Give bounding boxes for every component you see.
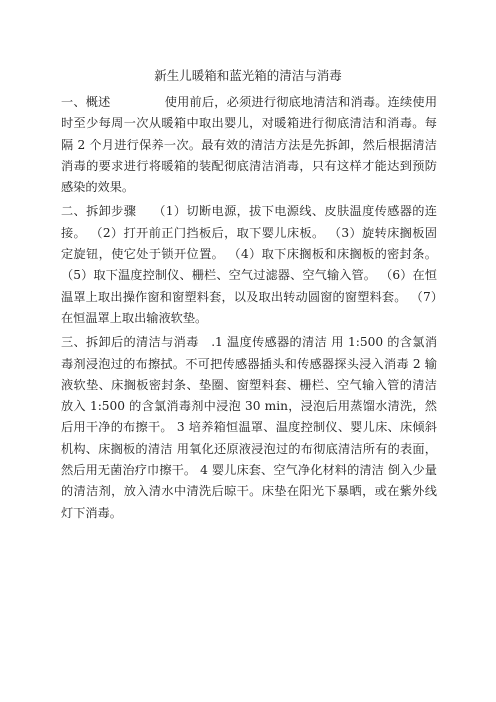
section-text: （1）切断电源，拔下电源线、皮肤温度传感器的连接。 （2）打开前正门挡板后，取下婴儿床板。 （3）旋转床搁板固定旋钮，使它处于锁开位置。 （4）取下床搁板和床搁板的密封条。 （5）取下温度控制仪、栅栏、空气过滤器、空气输入管。 （6）在恒温罩上取出操作窗和窗塑料套，以及取出转动圆窗的窗塑料套。 （7）在恒温罩上取出输液软垫。	[61, 204, 437, 325]
section-text: .1 温度传感器的清洁 用 1:500 的含氯消毒剂浸泡过的布擦拭。不可把传感器插头和传感器探头浸入消毒 2 输液软垫、床搁板密封条、垫圈、窗塑料套、栅栏、空气输入管的清洁 放入 1:500 的含氯消毒剂中浸泡 30 min，浸泡后用蒸馏水清洗，然后用干净的布擦干。 3 培养箱恒温罩、温度控制仪、婴儿床、床倾斜机构、床搁板的清洁 用氧化还原液浸泡过的布彻底清洁所有的表面，然后用无菌治疗巾擦干。 4 婴儿床套、空气净化材料的清洁 倒入少量的清洁剂，放入清水中清洗后晾干。床垫在阳光下暴晒，或在紫外线灯下消毒。	[61, 335, 438, 520]
section-heading: 二、拆卸步骤	[61, 204, 137, 219]
section-disassembly	[61, 201, 437, 329]
section-text: 使用前后，必须进行彻底地清洁和消毒。连续使用时至少每周一次从暖箱中取出婴儿，对暖箱进行彻底清洁和消毒。每隔 2 个月进行保养一次。最有效的清洁方法是先拆卸，然后根据清洁消毒的要求进行将暖箱的装配彻底清洁消毒，只有这样才能达到预防感染的效果。	[61, 95, 438, 195]
section-heading: 一、概述	[61, 95, 111, 109]
document-body	[61, 92, 437, 527]
document-title: 新生儿暖箱和蓝光箱的清洁与消毒	[154, 68, 342, 83]
section-heading: 三、拆卸后的清洁与消毒	[61, 335, 199, 350]
section-cleaning	[61, 332, 437, 524]
section-overview	[61, 92, 437, 198]
